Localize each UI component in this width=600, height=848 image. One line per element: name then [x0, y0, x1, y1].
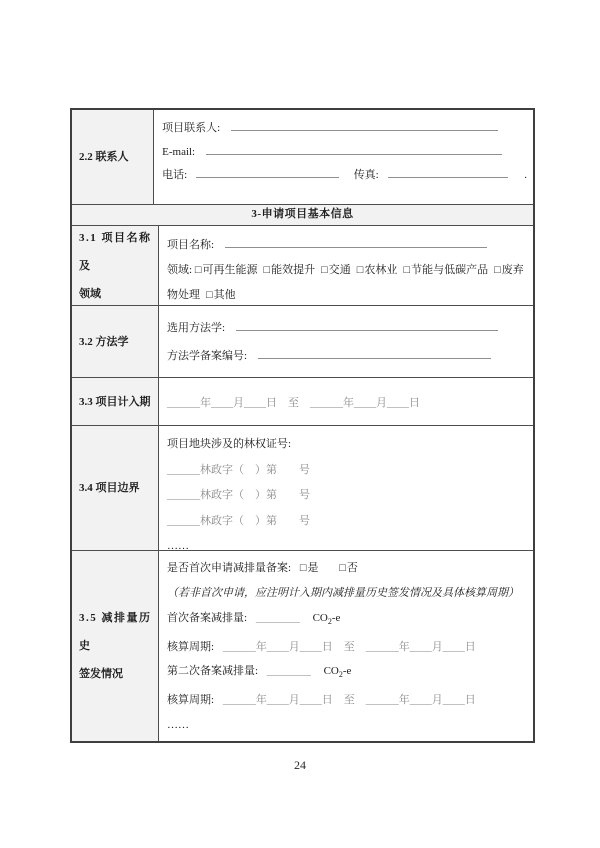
accounting-period-value-1[interactable]: ______年____月____日 至 ______年____月____日: [222, 640, 476, 653]
selected-methodology-blank[interactable]: [236, 319, 498, 331]
row-reduction-history: [72, 551, 533, 741]
accounting-period-label-1: 核算周期:: [167, 640, 215, 653]
first-record-amount-blank[interactable]: ________: [255, 611, 300, 624]
co2e-unit: $CO_2-e$: [312, 611, 341, 626]
selected-methodology-label: 选用方法学:: [167, 322, 226, 334]
row-methodology: [72, 306, 533, 378]
project-name-blank[interactable]: [225, 236, 487, 248]
checkbox-icon: □: [194, 264, 202, 276]
project-name-area-label-line2: 领域: [79, 287, 101, 300]
project-boundary-content: [159, 426, 533, 550]
crediting-period-date-range[interactable]: ______年____月____日 至 ______年____月____日: [167, 396, 420, 409]
phone-label: 电话:: [162, 169, 188, 181]
project-name-area-label-line1: 3.1 项目名称及: [79, 231, 152, 272]
checkbox-transport[interactable]: □交通: [321, 264, 351, 276]
project-boundary-label-text: 3.4 项目边界: [79, 482, 140, 494]
project-contact-label: 项目联系人:: [162, 122, 221, 134]
row-project-boundary: [72, 426, 533, 551]
row-crediting-period: [72, 378, 533, 426]
contact-row-label: [72, 110, 154, 204]
forest-cert-line-1[interactable]: ______林政字（ ）第 号: [167, 463, 310, 476]
crediting-period-content: [159, 378, 533, 425]
checkbox-other[interactable]: □其他: [206, 289, 236, 301]
accounting-period-value-2[interactable]: ______年____月____日 至 ______年____月____日: [222, 694, 476, 707]
area-options: [167, 258, 527, 308]
project-name-area-label: [72, 226, 159, 305]
checkbox-icon: □: [356, 264, 364, 276]
project-boundary-label: [72, 426, 159, 550]
forest-cert-title: 项目地块涉及的林权证号:: [167, 438, 292, 450]
section3-header: 3-申请项目基本信息: [72, 205, 533, 225]
methodology-content: [159, 306, 533, 377]
methodology-label-text: 3.2 方法学: [79, 335, 129, 348]
checkbox-icon: □: [403, 264, 411, 276]
reduction-history-label: [72, 551, 159, 741]
reduction-history-label-line1: 3.5 减排量历史: [79, 612, 152, 652]
email-blank[interactable]: [206, 143, 502, 155]
co2e-unit: $CO_2-e$: [323, 665, 352, 680]
phone-blank[interactable]: [196, 166, 339, 178]
email-label: E-mail:: [162, 145, 196, 158]
project-contact-blank[interactable]: [231, 119, 498, 131]
checkbox-energy-efficiency[interactable]: □能效提升: [263, 264, 316, 276]
second-record-label: 第二次备案减排量:: [167, 665, 259, 678]
fax-blank[interactable]: [388, 166, 508, 178]
checkbox-icon: □: [206, 289, 213, 301]
checkbox-low-carbon-products[interactable]: □节能与低碳产品: [403, 264, 489, 276]
checkbox-icon: □: [263, 264, 271, 276]
methodology-record-no-label: 方法学备案编号:: [167, 350, 248, 362]
project-name-label: 项目名称:: [167, 239, 215, 251]
application-form-table: [70, 108, 535, 743]
history-ellipsis: ……: [167, 719, 189, 732]
forest-cert-line-3[interactable]: ______林政字（ ）第 号: [167, 514, 310, 527]
reduction-history-content: [159, 551, 533, 741]
row-contact: [72, 110, 533, 205]
methodology-record-no-blank[interactable]: [258, 347, 491, 359]
crediting-period-label-text: 3.3 项目计入期: [79, 395, 151, 408]
contact-row-content: [154, 110, 533, 204]
contact-label-text: 2.2 联系人: [79, 151, 129, 163]
checkbox-no[interactable]: □否: [339, 562, 358, 574]
first-record-label: 首次备案减排量:: [167, 611, 248, 624]
checkbox-renewable-energy[interactable]: □可再生能源: [194, 264, 258, 276]
second-record-amount-blank[interactable]: ________: [266, 665, 311, 678]
forest-cert-line-2[interactable]: ______林政字（ ）第 号: [167, 489, 310, 501]
fax-label: 传真:: [353, 169, 379, 181]
checkbox-agroforestry[interactable]: □农林业: [356, 264, 398, 276]
project-name-area-content: [159, 226, 533, 305]
checkbox-icon: □: [299, 562, 307, 574]
accounting-period-label-2: 核算周期:: [167, 694, 215, 707]
page-number: 24: [294, 758, 306, 772]
trailing-period: .: [524, 169, 527, 181]
checkbox-waste-disposal[interactable]: □废弃物处理: [167, 264, 524, 301]
reduction-history-label-line2: 签发情况: [79, 668, 123, 680]
first-time-question-label: 是否首次申请减排量备案:: [167, 562, 292, 574]
crediting-period-label: [72, 378, 159, 425]
checkbox-icon: □: [321, 264, 328, 276]
checkbox-icon: □: [494, 264, 501, 276]
non-first-time-note: （若非首次申请，应注明计入期内减排量历史签发情况及具体核算周期）: [167, 586, 519, 599]
methodology-label: [72, 306, 159, 377]
row-project-name-area: [72, 226, 533, 306]
checkbox-icon: □: [339, 562, 346, 574]
checkbox-yes[interactable]: □是: [299, 562, 319, 574]
area-label: 领域:: [167, 264, 193, 276]
boundary-ellipsis: ……: [167, 540, 189, 552]
